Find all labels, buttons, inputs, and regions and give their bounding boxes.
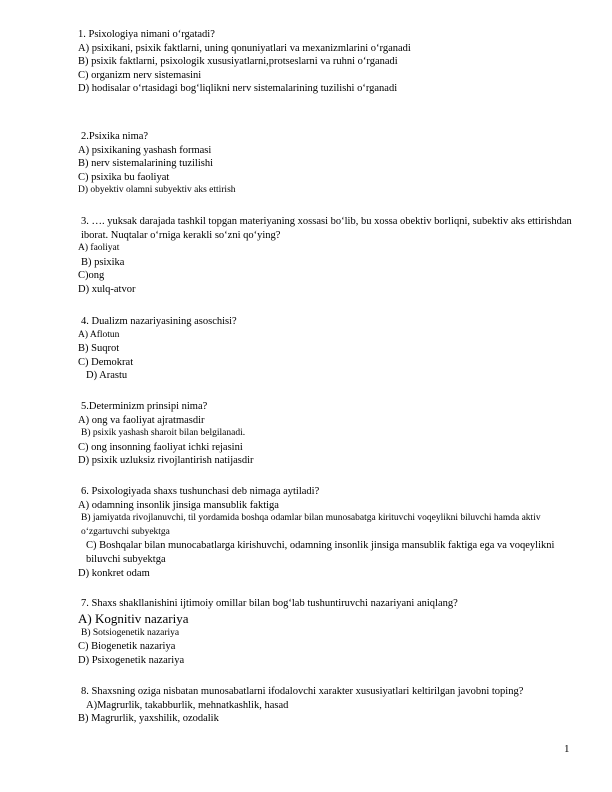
question-8: [78, 685, 578, 726]
option-d: D) psixik uzluksiz rivojlantirish natijasdir: [78, 455, 254, 467]
option-a: A) faoliyat: [78, 243, 120, 254]
question-2: [78, 130, 578, 198]
option-c: C) psixika bu faoliyat: [78, 171, 170, 183]
question-1: [78, 28, 578, 96]
option-c: C) Demokrat: [78, 356, 134, 368]
option-a: A)Magrurlik, takabburlik, mehnatkashlik, hasad: [86, 699, 289, 711]
question-stem: 5.Determinizm prinsipi nima?: [81, 401, 208, 412]
option-a: A) odamning insonlik jinsiga mansublik faktiga: [78, 499, 279, 511]
question-stem: 8. Shaxsning oziga nisbatan munosabatlarni ifodalovchi xarakter xususiyatlari keltirilgan javobni toping?: [81, 686, 524, 697]
option-b: B) Sotsiogenetik nazariya: [81, 627, 180, 638]
question-3: [78, 215, 578, 297]
question-stem: 3. …. yuksak darajada tashkil topgan materiyaning xossasi bo‘lib, bu xossa obektiv borliqni, subektiv aks ettirishdan iborat. Nuqtalar o‘rniga kerakli so‘zni qo‘ying?: [81, 216, 572, 241]
option-c: C)ong: [78, 270, 105, 282]
option-b: B) Magrurlik, yaxshilik, ozodalik: [78, 713, 219, 725]
option-c: C) Boshqalar bilan munocabatlarga kirishuvchi, odamning insonlik jinsiga mansublik faktiga ega va voqeylikni biluvchi subyektga: [86, 540, 555, 565]
page-number: 1: [564, 743, 570, 755]
option-b: B) jamiyatda rivojlanuvchi, til yordamida boshqa odamlar bilan munosabatga kirituvchi voqeylikni biluvchi hamda aktiv o‘zgartuvchi subyektga: [81, 513, 541, 537]
option-a: A) Aflotun: [78, 329, 120, 340]
question-6: [78, 485, 578, 580]
question-stem: 7. Shaxs shakllanishini ijtimoiy omillar bilan bog‘lab tushuntiruvchi nazariyani aniqlang?: [81, 598, 458, 609]
option-a: A) psixikaning yashash formasi: [78, 144, 212, 156]
option-d: D) Psixogenetik nazariya: [78, 654, 185, 666]
option-d: D) hodisalar o‘rtasidagi bog‘liqlikni nerv sistemalarining tuzilishi o‘rganadi: [78, 83, 398, 95]
question-stem: 2.Psixika nima?: [81, 131, 149, 142]
option-a: A) Kognitiv nazariya: [78, 610, 189, 626]
option-b: B) psixik yashash sharoit bilan belgilanadi.: [81, 428, 246, 439]
option-b: B) nerv sistemalarining tuzilishi: [78, 158, 214, 170]
option-a: A) psixikani, psixik faktlarni, uning qonuniyatlari va mexanizmlarini o‘rganadi: [78, 42, 411, 54]
question-7: [78, 597, 578, 667]
option-c: C) organizm nerv sistemasini: [78, 69, 202, 81]
option-b: B) Suqrot: [78, 343, 120, 355]
option-d: D) obyektiv olamni subyektiv aks ettirish: [78, 185, 236, 196]
question-4: [78, 315, 578, 383]
option-d: D) Arastu: [86, 370, 128, 382]
option-c: C) Biogenetik nazariya: [78, 641, 176, 653]
option-b: B) psixik faktlarni, psixologik xususiyatlarni,protseslarni va ruhni o‘rganadi: [78, 56, 398, 68]
option-a: A) ong va faoliyat ajratmasdir: [78, 414, 205, 426]
question-stem: 4. Dualizm nazariyasining asoschisi?: [81, 316, 237, 327]
option-d: D) konkret odam: [78, 567, 150, 579]
question-5: [78, 400, 578, 468]
question-stem: 1. Psixologiya nimani o‘rgatadi?: [78, 29, 215, 40]
option-b: B) psixika: [81, 256, 125, 268]
option-c: C) ong insonning faoliyat ichki rejasini: [78, 441, 243, 453]
question-stem: 6. Psixologiyada shaxs tushunchasi deb nimaga aytiladi?: [81, 486, 320, 497]
option-d: D) xulq-atvor: [78, 283, 136, 295]
